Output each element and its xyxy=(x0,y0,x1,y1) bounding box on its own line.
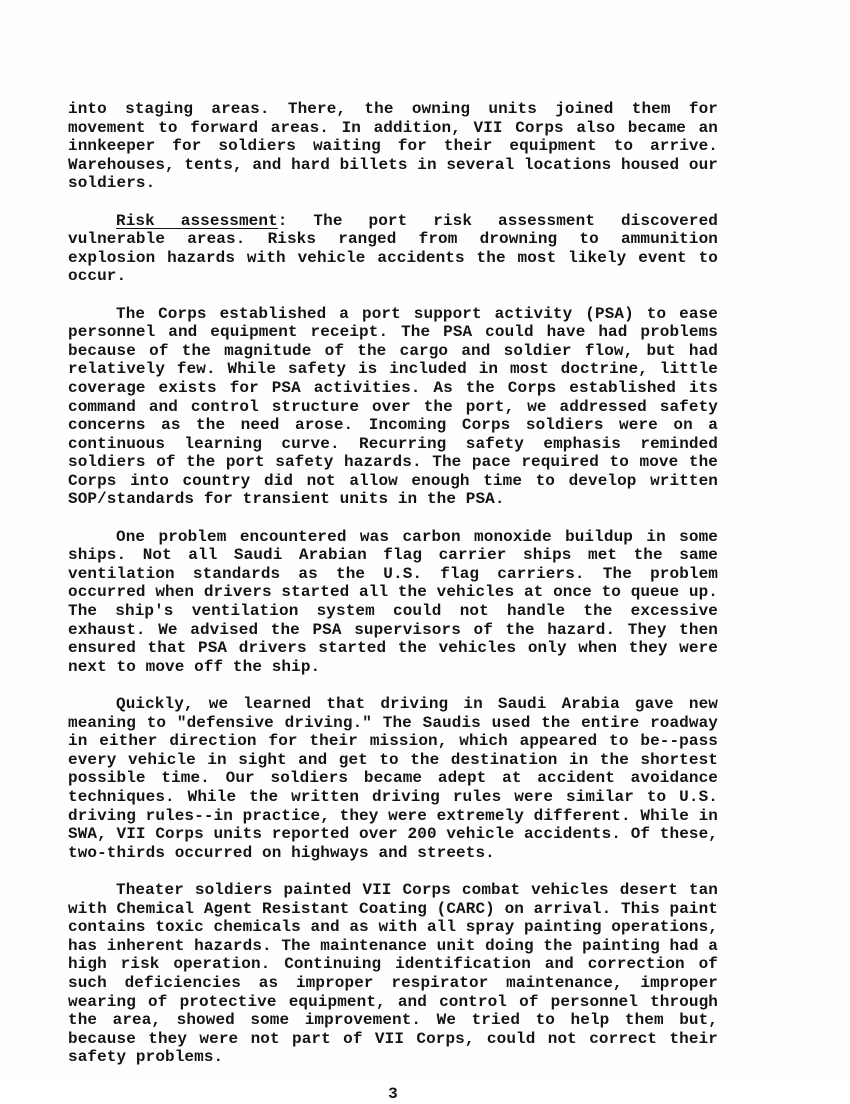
text-content xyxy=(68,100,718,1104)
paragraph-port-support-activity xyxy=(68,305,718,510)
paragraph-text: One problem encountered was carbon monoxide buildup in some ships. Not all Saudi Arabian flag carrier ships met the same ventilation standards as the U.S. flag carriers. The problem occurred when drivers started all the vehicles at once to queue up. The ship's ventilation system could not handle the excessive exhaust. We advised the PSA supervisors of the hazard. They then ensured that PSA drivers started the vehicles only when they were next to move off the ship. xyxy=(68,527,719,676)
paragraph-risk-assessment xyxy=(68,212,718,286)
paragraph-text: into staging areas. There, the owning units joined them for movement to forward areas. In addition, VII Corps also became an innkeeper for soldiers waiting for their equipment to arrive. Warehouses, tents, and hard billets in several locations housed our soldiers. xyxy=(68,100,719,193)
paragraph-staging-areas xyxy=(68,100,718,193)
paragraph-text: : The port risk assessment discovered vulnerable areas. Risks ranged from drowning to ammunition explosion hazards with vehicle accidents the most likely event to occur. xyxy=(68,211,718,286)
paragraph-text: Quickly, we learned that driving in Saudi Arabia gave new meaning to "defensive driving." The Saudis used the entire roadway in either direction for their mission, which appeared to be--pass every vehicle in sight and get to the destination in the shortest possible time. Our soldiers became adept at accident avoidance techniques. While the written driving rules were similar to U.S. driving rules--in practice, they were extremely different. While in SWA, VII Corps units reported over 200 vehicle accidents. Of these, two-thirds occurred on highways and streets. xyxy=(68,695,719,862)
paragraph-defensive-driving xyxy=(68,695,718,862)
paragraph-carc-painting xyxy=(68,881,718,1067)
page-number: 3 xyxy=(388,1085,398,1104)
paragraph-text: The Corps established a port support activity (PSA) to ease personnel and equipment receipt. The PSA could have had problems because of the magnitude of the cargo and soldier flow, but had relatively few. While safety is included in most doctrine, little coverage exists for PSA activities. As the Corps established its command and control structure over the port, we addressed safety concerns as the need arose. Incoming Corps soldiers were on a continuous learning curve. Recurring safety emphasis reminded soldiers of the port safety hazards. The pace required to move the Corps into country did not allow enough time to develop written SOP/standards for transient units in the PSA. xyxy=(68,304,718,509)
underlined-heading: Risk assessment xyxy=(116,211,278,230)
paragraph-carbon-monoxide xyxy=(68,528,718,677)
paragraph-text: Theater soldiers painted VII Corps combat vehicles desert tan with Chemical Agent Resistant Coating (CARC) on arrival. This paint contains toxic chemicals and as with all spray painting operations, has inherent hazards. The maintenance unit doing the painting had a high risk operation. Continuing identification and correction of such deficiencies as improper respirator maintenance, improper wearing of protective equipment, and control of personnel through the area, showed some improvement. We tried to help them but, because they were not part of VII Corps, could not correct their safety problems. xyxy=(68,880,719,1067)
